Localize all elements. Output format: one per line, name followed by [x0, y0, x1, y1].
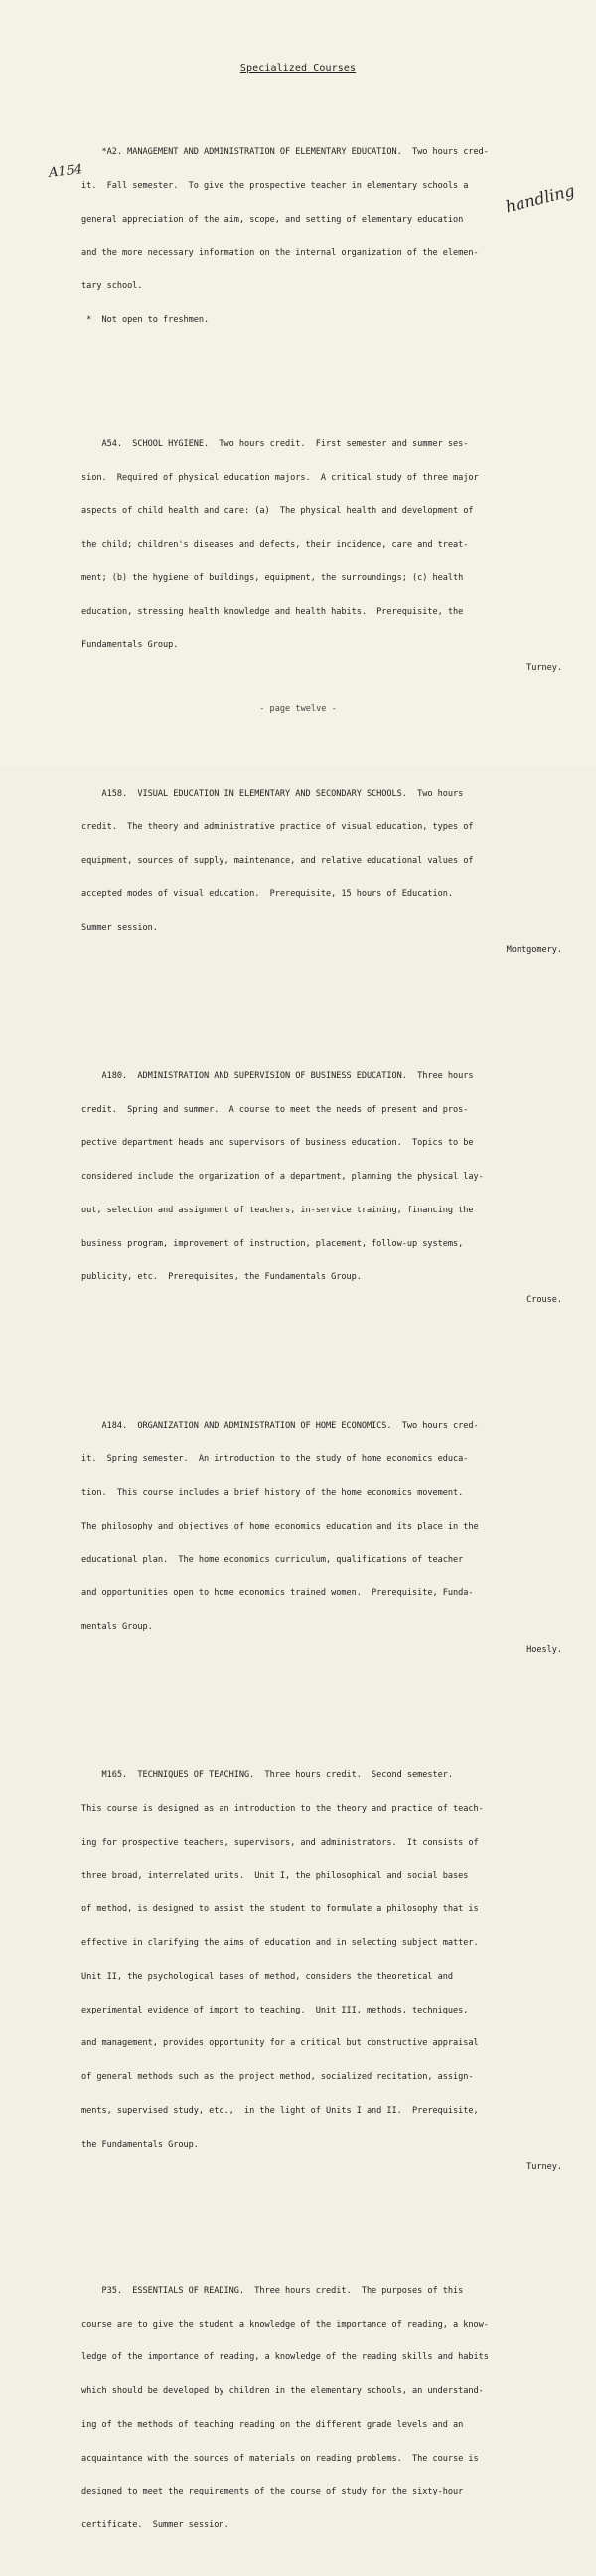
- text-line: *A2. MANAGEMENT AND ADMINISTRATION OF ELEMENTARY EDUCATION. Two hours cred-: [81, 147, 489, 158]
- text-line: considered include the organization of a department, planning the physical lay-: [81, 1172, 484, 1182]
- text-line: Unit II, the psychological bases of method, considers the theoretical and: [81, 1971, 454, 1982]
- course-entry: [81, 1048, 562, 1328]
- handwritten-course-number: A154: [48, 162, 83, 181]
- text-line: it. Fall semester. To give the prospective teacher in elementary schools a: [81, 181, 469, 191]
- text-line: P35. ESSENTIALS OF READING. Three hours credit. The purposes of this: [81, 2285, 464, 2296]
- text-line: Summer session.: [81, 922, 158, 933]
- course-entry: [81, 1748, 562, 2195]
- text-line: tion. This course includes a brief history of the home economics movement.: [81, 1488, 464, 1498]
- text-line: A184. ORGANIZATION AND ADMINISTRATION OF HOME ECONOMICS. Two hours cred-: [81, 1420, 479, 1431]
- text-line: certificate. Summer session.: [81, 2520, 229, 2530]
- text-line: of general methods such as the project method, socialized recitation, assign-: [81, 2072, 474, 2082]
- page-title: Specialized Courses: [239, 63, 357, 74]
- text-line: course are to give the student a knowledge of the importance of reading, a know-: [81, 2319, 489, 2330]
- text-line: equipment, sources of supply, maintenance, and relative educational values of: [81, 856, 474, 866]
- course-entry: [81, 416, 562, 696]
- text-line: educational plan. The home economics curriculum, qualifications of teacher: [81, 1554, 464, 1565]
- text-line: and management, provides opportunity for a critical but constructive appraisal: [81, 2038, 479, 2049]
- text-line: it. Spring semester. An introduction to the study of home economics educa-: [81, 1454, 469, 1465]
- page-footer: - page twelve -: [259, 704, 337, 714]
- text-line: This course is designed as an introduction to the theory and practice of teach-: [81, 1804, 484, 1814]
- text-line: ledge of the importance of reading, a knowledge of the reading skills and habits: [81, 2352, 489, 2363]
- course-entry: [81, 766, 562, 979]
- instructor-name: Turney.: [526, 2162, 562, 2172]
- text-line: effective in clarifying the aims of education and in selecting subject matter.: [81, 1938, 479, 1948]
- instructor-name: Turney.: [526, 662, 562, 673]
- text-line: A158. VISUAL EDUCATION IN ELEMENTARY AND SECONDARY SCHOOLS. Two hours: [81, 788, 464, 799]
- text-line: ment; (b) the hygiene of buildings, equipment, the surroundings; (c) health: [81, 572, 464, 583]
- text-line: general appreciation of the aim, scope, and setting of elementary education: [81, 214, 464, 225]
- course-entry: [81, 2263, 562, 2554]
- text-line: A180. ADMINISTRATION AND SUPERVISION OF BUSINESS EDUCATION. Three hours: [81, 1070, 474, 1081]
- text-line: A54. SCHOOL HYGIENE. Two hours credit. First semester and summer ses-: [81, 438, 469, 449]
- text-line: business program, improvement of instruction, placement, follow-up systems,: [81, 1238, 464, 1249]
- text-line: pective department heads and supervisors of business education. Topics to be: [81, 1138, 474, 1149]
- footnote: * Not open to freshmen.: [81, 315, 210, 325]
- text-line: sion. Required of physical education majors. A critical study of three major: [81, 472, 479, 483]
- course-listing: [81, 91, 562, 2576]
- text-line: credit. Spring and summer. A course to meet the needs of present and pros-: [81, 1104, 469, 1115]
- text-line: which should be developed by children in the elementary schools, an understand-: [81, 2386, 484, 2396]
- course-entry: [81, 1398, 562, 1678]
- text-line: three broad, interrelated units. Unit I, the philosophical and social bases: [81, 1870, 469, 1881]
- instructor-name: Hoesly.: [526, 1644, 562, 1655]
- text-line: mentals Group.: [81, 1622, 153, 1632]
- text-line: acquaintance with the sources of materials on reading problems. The course is: [81, 2453, 479, 2464]
- text-line: and the more necessary information on the internal organization of the elemen-: [81, 247, 479, 258]
- text-line: designed to meet the requirements of the course of study for the sixty-hour: [81, 2487, 464, 2497]
- text-line: credit. The theory and administrative practice of visual education, types of: [81, 822, 474, 833]
- text-line: tary school.: [81, 281, 143, 292]
- text-line: M165. TECHNIQUES OF TEACHING. Three hours credit. Second semester.: [81, 1770, 454, 1781]
- instructor-name: Crouse.: [526, 1294, 562, 1305]
- text-line: aspects of child health and care: (a) The physical health and development of: [81, 506, 474, 517]
- text-line: publicity, etc. Prerequisites, the Fundamentals Group.: [81, 1272, 362, 1283]
- text-line: the child; children's diseases and defects, their incidence, care and treat-: [81, 540, 469, 550]
- instructor-name: Montgomery.: [506, 945, 562, 955]
- text-line: ments, supervised study, etc., in the light of Units I and II. Prerequisite,: [81, 2105, 479, 2116]
- text-line: education, stressing health knowledge and health habits. Prerequisite, the: [81, 606, 464, 617]
- text-line: the Fundamentals Group.: [81, 2139, 199, 2150]
- course-entry: [81, 125, 562, 349]
- text-line: of method, is designed to assist the student to formulate a philosophy that is: [81, 1904, 479, 1915]
- handwritten-correction: handling: [503, 180, 577, 217]
- text-line: ing of the methods of teaching reading on the different grade levels and an: [81, 2419, 464, 2430]
- text-line: and opportunities open to home economics trained women. Prerequisite, Funda-: [81, 1588, 474, 1599]
- text-line: ing for prospective teachers, supervisors, and administrators. It consists of: [81, 1837, 479, 1848]
- text-line: Fundamentals Group.: [81, 640, 179, 651]
- text-line: experimental evidence of import to teaching. Unit III, methods, techniques,: [81, 2005, 469, 2015]
- text-line: The philosophy and objectives of home economics education and its place in the: [81, 1521, 479, 1531]
- text-line: out, selection and assignment of teachers, in-service training, financing the: [81, 1205, 474, 1215]
- text-line: accepted modes of visual education. Prerequisite, 15 hours of Education.: [81, 888, 454, 899]
